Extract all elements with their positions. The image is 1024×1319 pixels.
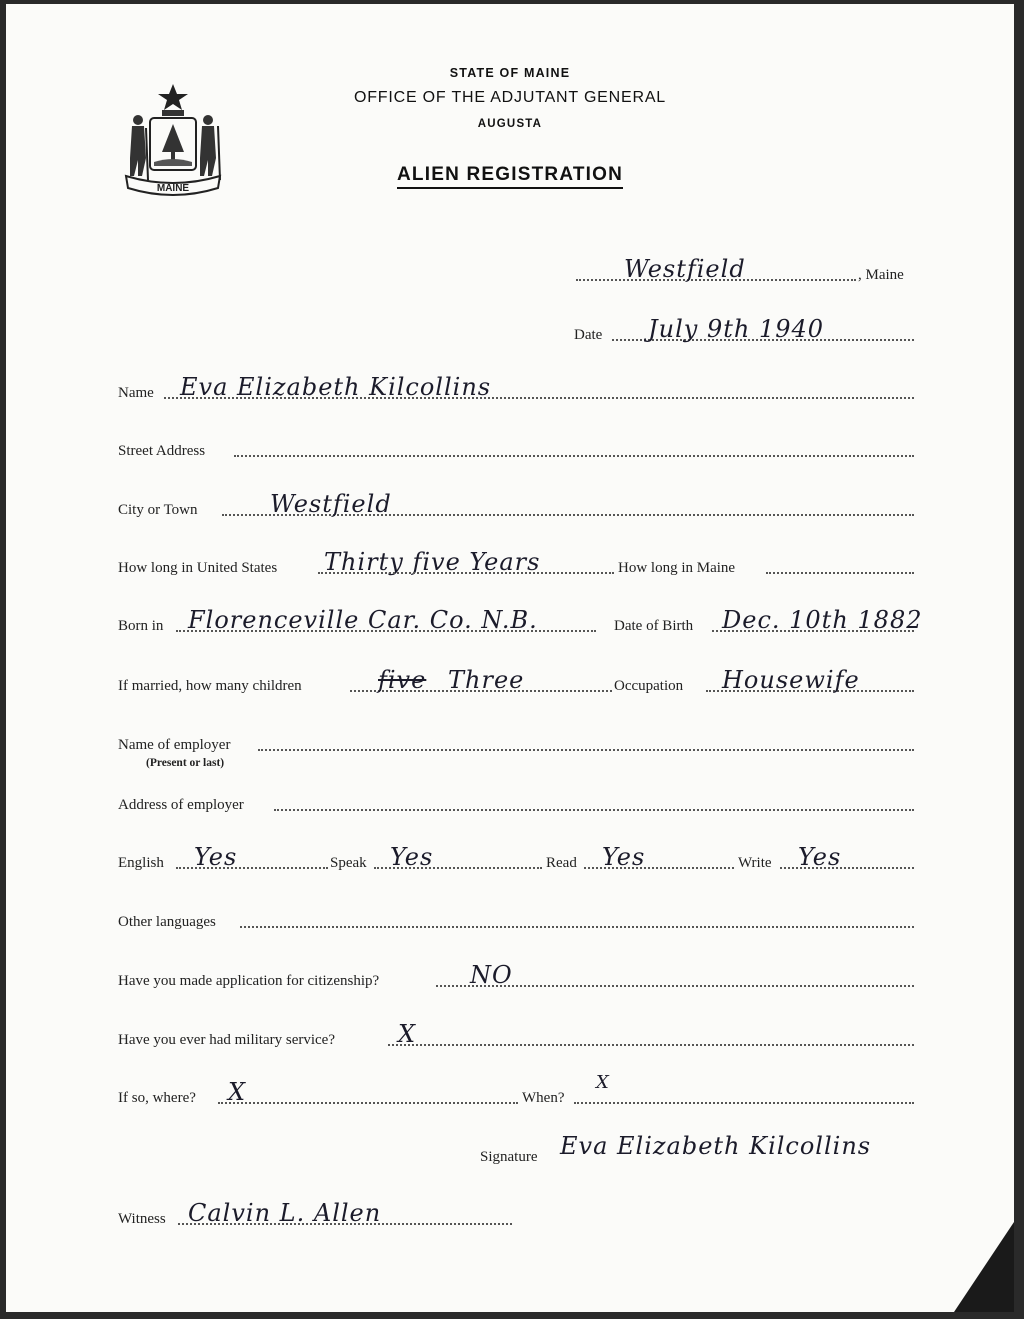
read-value: Yes [602,843,646,871]
born-label: Born in [118,618,164,634]
employer-row [118,724,914,754]
name-row [118,372,914,402]
speak-label: Speak [330,855,367,871]
write-value: Yes [798,843,842,871]
when-label: When? [522,1090,565,1106]
write-label: Write [738,855,772,871]
military-row [118,1019,914,1049]
english-value: Yes [194,843,238,871]
city-row [118,489,914,519]
employer-sublabel: (Present or last) [146,757,225,769]
town-suffix: , Maine [858,267,904,283]
children-value: Three [448,666,525,694]
witness-value: Calvin L. Allen [188,1199,382,1227]
registration-form [6,4,1014,1312]
military-label: Have you ever had military service? [118,1032,335,1048]
date-label: Date [574,327,603,343]
us-value: Thirty five Years [324,548,541,576]
born-value: Florenceville Car. Co. N.B. [188,606,538,634]
header-office: OFFICE OF THE ADJUTANT GENERAL [353,89,667,106]
maine-label: How long in Maine [618,560,736,576]
street-label: Street Address [118,443,206,459]
signature-label: Signature [480,1149,538,1165]
city-label: City or Town [118,502,198,518]
town-value: Westfield [624,255,746,283]
scan-corner-shadow [954,1222,1014,1312]
occupation-label: Occupation [614,678,684,694]
children-row [118,665,914,695]
other-languages-label: Other languages [118,914,216,930]
children-label: If married, how many children [118,678,302,694]
language-row [118,842,914,872]
when-value: X [596,1072,610,1093]
us-label: How long in United States [118,560,278,576]
town-row [576,254,926,284]
citizenship-value: NO [470,961,513,989]
citizenship-row [118,960,914,990]
signature-value: Eva Elizabeth Kilcollins [560,1132,872,1160]
occupation-value: Housewife [722,666,860,694]
military-value: X [398,1020,417,1048]
name-label: Name [118,385,154,401]
date-value: July 9th 1940 [648,315,825,343]
date-row [574,314,914,344]
dob-label: Date of Birth [614,618,694,634]
employer-address-label: Address of employer [118,797,244,813]
dob-value: Dec. 10th 1882 [722,606,923,634]
name-value: Eva Elizabeth Kilcollins [180,373,492,401]
duration-row [118,547,914,577]
header-state: STATE OF MAINE [449,66,571,80]
witness-row [118,1198,518,1228]
witness-label: Witness [118,1211,166,1227]
where-when-row [118,1072,914,1107]
employer-address-row [118,784,914,814]
header-city: AUGUSTA [477,118,543,130]
birth-row [118,605,923,635]
street-row [118,430,914,460]
city-value: Westfield [270,490,392,518]
read-label: Read [546,855,577,871]
employer-label: Name of employer [118,737,231,753]
where-label: If so, where? [118,1090,196,1106]
english-label: English [118,855,164,871]
citizenship-label: Have you made application for citizenship? [118,973,380,989]
signature-row [480,1132,950,1166]
form-title: ALIEN REGISTRATION [6,164,1014,186]
other-languages-row [118,901,914,931]
children-struck: five [378,666,427,694]
where-value: X [228,1078,247,1106]
speak-value: Yes [390,843,434,871]
seal-text: MAINE [156,183,190,194]
